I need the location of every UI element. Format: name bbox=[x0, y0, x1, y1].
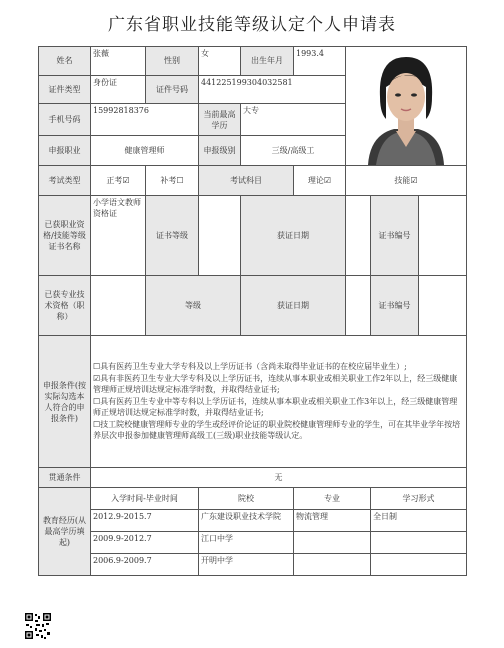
table-row bbox=[39, 554, 467, 576]
edu-2-major bbox=[294, 532, 371, 554]
edu-1-period: 2012.9-2015.7 bbox=[91, 510, 199, 532]
theory-checkbox[interactable]: ☑ bbox=[323, 176, 332, 185]
id-no-value: 441225199304032581 bbox=[199, 75, 346, 104]
through-label: 贯通条件 bbox=[39, 468, 91, 488]
cert1-date-value bbox=[346, 196, 371, 276]
id-type-label: 证件类型 bbox=[39, 75, 91, 104]
condition-4-checkbox[interactable]: ☐ bbox=[93, 420, 101, 429]
edu-1-major: 物流管理 bbox=[294, 510, 371, 532]
birth-value: 1993.4 bbox=[294, 47, 346, 76]
condition-item bbox=[93, 396, 464, 418]
edu-1-mode: 全日制 bbox=[371, 510, 467, 532]
theory-option bbox=[294, 166, 346, 196]
skill-checkbox[interactable]: ☑ bbox=[410, 176, 418, 185]
condition-2-text: 具有非医药卫生专业大学专科及以上学历证书，连续从事本职业或相关职业工作2年以上，经三级健康管理师正规培训达规定标准学时数，并取得结业证书; bbox=[93, 374, 458, 394]
cert2-date-label: 获证日期 bbox=[241, 276, 346, 336]
table-row bbox=[39, 532, 467, 554]
edu-header-major: 专业 bbox=[294, 488, 371, 510]
cert1-level-value bbox=[199, 196, 241, 276]
cert2-date-value bbox=[346, 276, 371, 336]
level-label: 申报级别 bbox=[199, 136, 241, 166]
applicant-photo-cell bbox=[346, 47, 467, 166]
edu-header-period: 入学时间-毕业时间 bbox=[91, 488, 199, 510]
condition-item bbox=[93, 361, 464, 372]
exam-makeup bbox=[146, 166, 199, 196]
exam-regular-checkbox[interactable]: ☑ bbox=[122, 176, 130, 185]
level-value: 三级/高级工 bbox=[241, 136, 346, 166]
education-label: 当前最高学历 bbox=[199, 104, 241, 136]
edu-3-major bbox=[294, 554, 371, 576]
edu-header-mode: 学习形式 bbox=[371, 488, 467, 510]
cert1-no-value bbox=[419, 196, 467, 276]
edu-history-label: 教育经历(从最高学历填起) bbox=[39, 488, 91, 576]
condition-item bbox=[93, 373, 464, 395]
exam-regular-label: 正考 bbox=[106, 176, 123, 185]
cert1-level-label: 证书等级 bbox=[146, 196, 199, 276]
edu-3-mode bbox=[371, 554, 467, 576]
edu-1-school: 广东建设职业技术学院 bbox=[199, 510, 294, 532]
cert1-label: 已获职业资格/技能等级证书名称 bbox=[39, 196, 91, 276]
condition-1-checkbox[interactable]: ☐ bbox=[93, 362, 101, 371]
skill-option bbox=[346, 166, 467, 196]
cert1-date-label: 获证日期 bbox=[241, 196, 346, 276]
exam-regular bbox=[91, 166, 146, 196]
condition-2-checkbox[interactable]: ☑ bbox=[93, 374, 101, 383]
qr-code-icon bbox=[24, 612, 52, 640]
gender-value: 女 bbox=[199, 47, 241, 76]
condition-3-checkbox[interactable]: ☐ bbox=[93, 397, 101, 406]
edu-2-mode bbox=[371, 532, 467, 554]
condition-3-text: 具有医药卫生专业中等专科以上学历证书，连续从事本职业或相关职业工作3年以上，经三级健康管理师正规培训达规定标准学时数，并取得结业证书; bbox=[93, 397, 458, 417]
cert2-no-label: 证书编号 bbox=[371, 276, 419, 336]
cert1-name-value: 小学语文教师资格证 bbox=[91, 196, 146, 276]
occupation-value: 健康管理师 bbox=[91, 136, 199, 166]
applicant-photo bbox=[346, 47, 466, 165]
condition-item bbox=[93, 419, 464, 441]
form-title: 广东省职业技能等级认定个人申请表 bbox=[108, 15, 396, 35]
table-row bbox=[39, 510, 467, 532]
phone-value: 15992818376 bbox=[91, 104, 199, 136]
name-value: 张薇 bbox=[91, 47, 146, 76]
condition-1-text: 具有医药卫生专业大学专科及以上学历证书（含尚未取得毕业证书的在校应届毕业生）; bbox=[100, 362, 407, 371]
id-type-value: 身份证 bbox=[91, 75, 146, 104]
exam-makeup-label: 补考 bbox=[160, 176, 177, 185]
cert1-no-label: 证书编号 bbox=[371, 196, 419, 276]
occupation-label: 申报职业 bbox=[39, 136, 91, 166]
conditions-list bbox=[91, 336, 467, 468]
skill-label: 技能 bbox=[394, 176, 411, 185]
exam-type-label: 考试类型 bbox=[39, 166, 91, 196]
phone-label: 手机号码 bbox=[39, 104, 91, 136]
cert2-grade-label: 等级 bbox=[146, 276, 241, 336]
conditions-label: 申报条件(按实际勾选本人符合的申报条件) bbox=[39, 336, 91, 468]
edu-3-period: 2006.9-2009.7 bbox=[91, 554, 199, 576]
theory-label: 理论 bbox=[307, 176, 324, 185]
cert2-name-value bbox=[91, 276, 146, 336]
name-label: 姓名 bbox=[39, 47, 91, 76]
exam-makeup-checkbox[interactable]: ☐ bbox=[176, 176, 184, 185]
cert2-label: 已获专业技术资格（职称） bbox=[39, 276, 91, 336]
application-form bbox=[38, 46, 467, 576]
edu-3-school: 开明中学 bbox=[199, 554, 294, 576]
condition-4-text: 技工院校健康管理师专业的学生或经评价论证的职业院校健康管理师专业的学生，可在其毕业学年按培养层次申报参加健康管理师高级工(三级)职业技能等级认定。 bbox=[93, 420, 461, 440]
through-value: 无 bbox=[91, 468, 467, 488]
gender-label: 性别 bbox=[146, 47, 199, 76]
id-no-label: 证件号码 bbox=[146, 75, 199, 104]
cert2-no-value bbox=[419, 276, 467, 336]
education-value: 大专 bbox=[241, 104, 346, 136]
edu-header-school: 院校 bbox=[199, 488, 294, 510]
exam-subject-label: 考试科目 bbox=[199, 166, 294, 196]
edu-2-school: 江口中学 bbox=[199, 532, 294, 554]
edu-2-period: 2009.9-2012.7 bbox=[91, 532, 199, 554]
birth-label: 出生年月 bbox=[241, 47, 294, 76]
